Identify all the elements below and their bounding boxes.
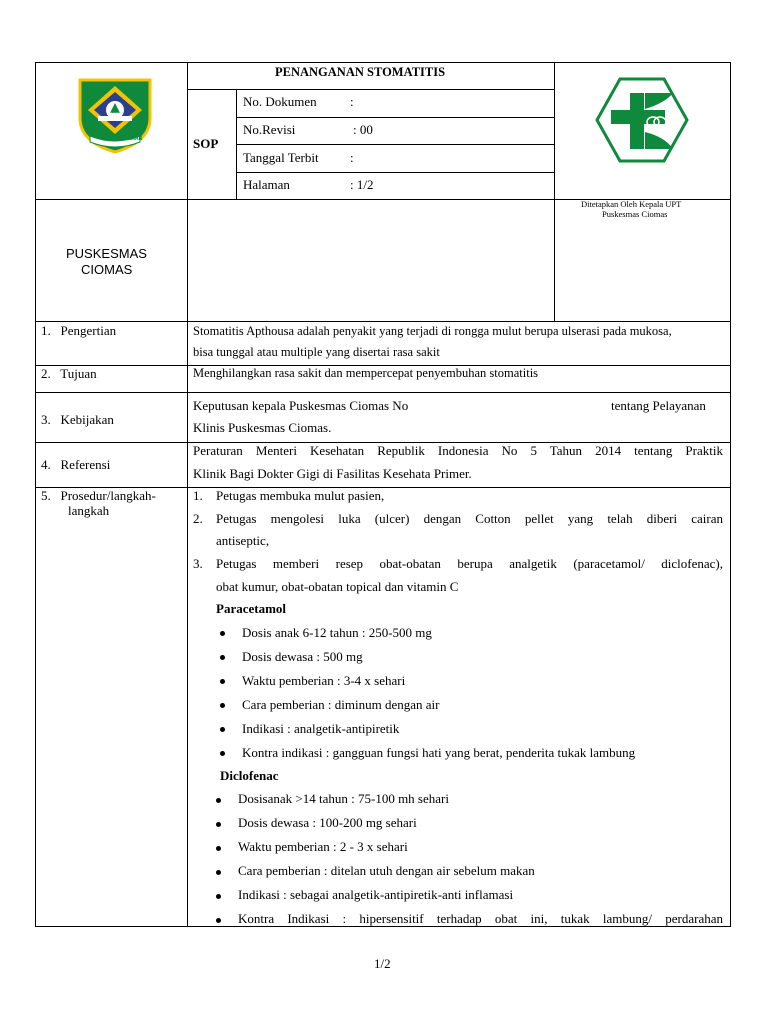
referensi-text-line-2: Klinik Bagi Dokter Gigi di Fasilitas Kesehata Primer. [193, 466, 472, 481]
referensi-text-line-1: Peraturan Menteri Kesehatan Republik Indonesia No 5 Tahun 2014 tentang Praktik [193, 443, 723, 458]
paracetamol-item: Cara pemberian : diminum dengan air [242, 697, 440, 712]
tujuan-text: Menghilangkan rasa sakit dan mempercepat penyembuhan stomatitis [193, 366, 539, 380]
paracetamol-item: Waktu pemberian : 3-4 x sehari [242, 673, 406, 688]
kebijakan-text-line-1-left: Keputusan kepala Puskesmas Ciomas No [193, 398, 409, 413]
step-text-line-2: obat kumur, obat-obatan topical dan vitamin C [216, 579, 459, 594]
bullet-icon [220, 727, 225, 732]
pengertian-text-line-1: Stomatitis Apthousa adalah penyakit yang terjadi di rongga mulut berupa ulserasi pada mukosa, [193, 324, 672, 338]
bullet-icon [216, 918, 221, 923]
emblem-ribbon-text: BOGOR [107, 111, 122, 116]
page-number: 1/2 [374, 956, 391, 971]
bogor-emblem-logo [76, 76, 154, 154]
bullet-icon [216, 894, 221, 899]
bullet-icon [220, 679, 225, 684]
bullet-icon [216, 846, 221, 851]
approval-line-1: Ditetapkan Oleh Kepala UPT [581, 199, 682, 209]
bullet-icon [220, 703, 225, 708]
doc-field-value-halaman: : 1/2 [350, 177, 374, 192]
bullet-icon [220, 655, 225, 660]
doc-field-value-tanggal: : [350, 150, 354, 165]
bullet-icon [220, 631, 225, 636]
org-name-line-2: CIOMAS [81, 262, 133, 277]
kebijakan-text-line-1-right: tentang Pelayanan [611, 398, 706, 413]
diclofenac-item: Kontra Indikasi : hipersensitif terhadap obat ini, tukak lambung/ perdarahan [238, 911, 723, 926]
bullet-icon [220, 751, 225, 756]
approval-line-2: Puskesmas Ciomas [602, 209, 668, 219]
step-number: 3. [193, 556, 203, 571]
sop-label: SOP [193, 136, 219, 151]
paracetamol-heading: Paracetamol [216, 601, 287, 616]
bullet-icon [216, 798, 221, 803]
paracetamol-item: Dosis dewasa : 500 mg [242, 649, 363, 664]
pengertian-text-line-2: bisa tunggal atau multiple yang disertai rasa sakit [193, 345, 440, 359]
diclofenac-item: Indikasi : sebagai analgetik-antipiretik-anti inflamasi [238, 887, 514, 902]
diclofenac-item: Cara pemberian : ditelan utuh dengan air sebelum makan [238, 863, 535, 878]
section-label-prosedur-line-2: langkah [68, 503, 110, 518]
doc-field-value-nomor: : [350, 94, 354, 109]
section-label-kebijakan: 3. Kebijakan [41, 412, 114, 427]
section-label-pengertian: 1. Pengertian [41, 323, 117, 338]
emblem-banner-text: TEGAR BERIMAN [100, 136, 143, 142]
doc-field-label-revisi: No.Revisi [243, 122, 296, 137]
doc-field-label-nomor: No. Dokumen [243, 94, 317, 109]
section-label-referensi: 4. Referensi [41, 457, 111, 472]
paracetamol-item: Dosis anak 6-12 tahun : 250-500 mg [242, 625, 432, 640]
diclofenac-item: Waktu pemberian : 2 - 3 x sehari [238, 839, 408, 854]
kebijakan-text-line-2: Klinis Puskesmas Ciomas. [193, 420, 332, 435]
bullet-icon [216, 870, 221, 875]
step-text-line-1: Petugas memberi resep obat-obatan berupa analgetik (paracetamol/ diclofenac), [216, 556, 723, 571]
doc-field-label-halaman: Halaman [243, 177, 290, 192]
org-name-line-1: PUSKESMAS [66, 246, 147, 261]
diclofenac-item: Dosis dewasa : 100-200 mg sehari [238, 815, 417, 830]
step-number: 2. [193, 511, 203, 526]
bullet-icon [216, 822, 221, 827]
step-text-line-1: Petugas membuka mulut pasien, [216, 488, 385, 503]
puskesmas-logo [595, 77, 689, 163]
step-text-line-1: Petugas mengolesi luka (ulcer) dengan Cotton pellet yang telah diberi cairan [216, 511, 723, 526]
step-text-line-2: antiseptic, [216, 533, 270, 548]
doc-field-label-tanggal: Tanggal Terbit [243, 150, 319, 165]
step-number: 1. [193, 488, 203, 503]
paracetamol-item: Kontra indikasi : gangguan fungsi hati yang berat, penderita tukak lambung [242, 745, 636, 760]
section-label-tujuan: 2. Tujuan [41, 366, 97, 381]
paracetamol-item: Indikasi : analgetik-antipiretik [242, 721, 400, 736]
diclofenac-item: Dosisanak >14 tahun : 75-100 mh sehari [238, 791, 449, 806]
section-label-prosedur-line-1: 5. Prosedur/langkah- [41, 488, 156, 503]
document-title: PENANGANAN STOMATITIS [275, 65, 446, 79]
doc-field-value-revisi: : 00 [353, 122, 373, 137]
diclofenac-heading: Diclofenac [220, 768, 279, 783]
